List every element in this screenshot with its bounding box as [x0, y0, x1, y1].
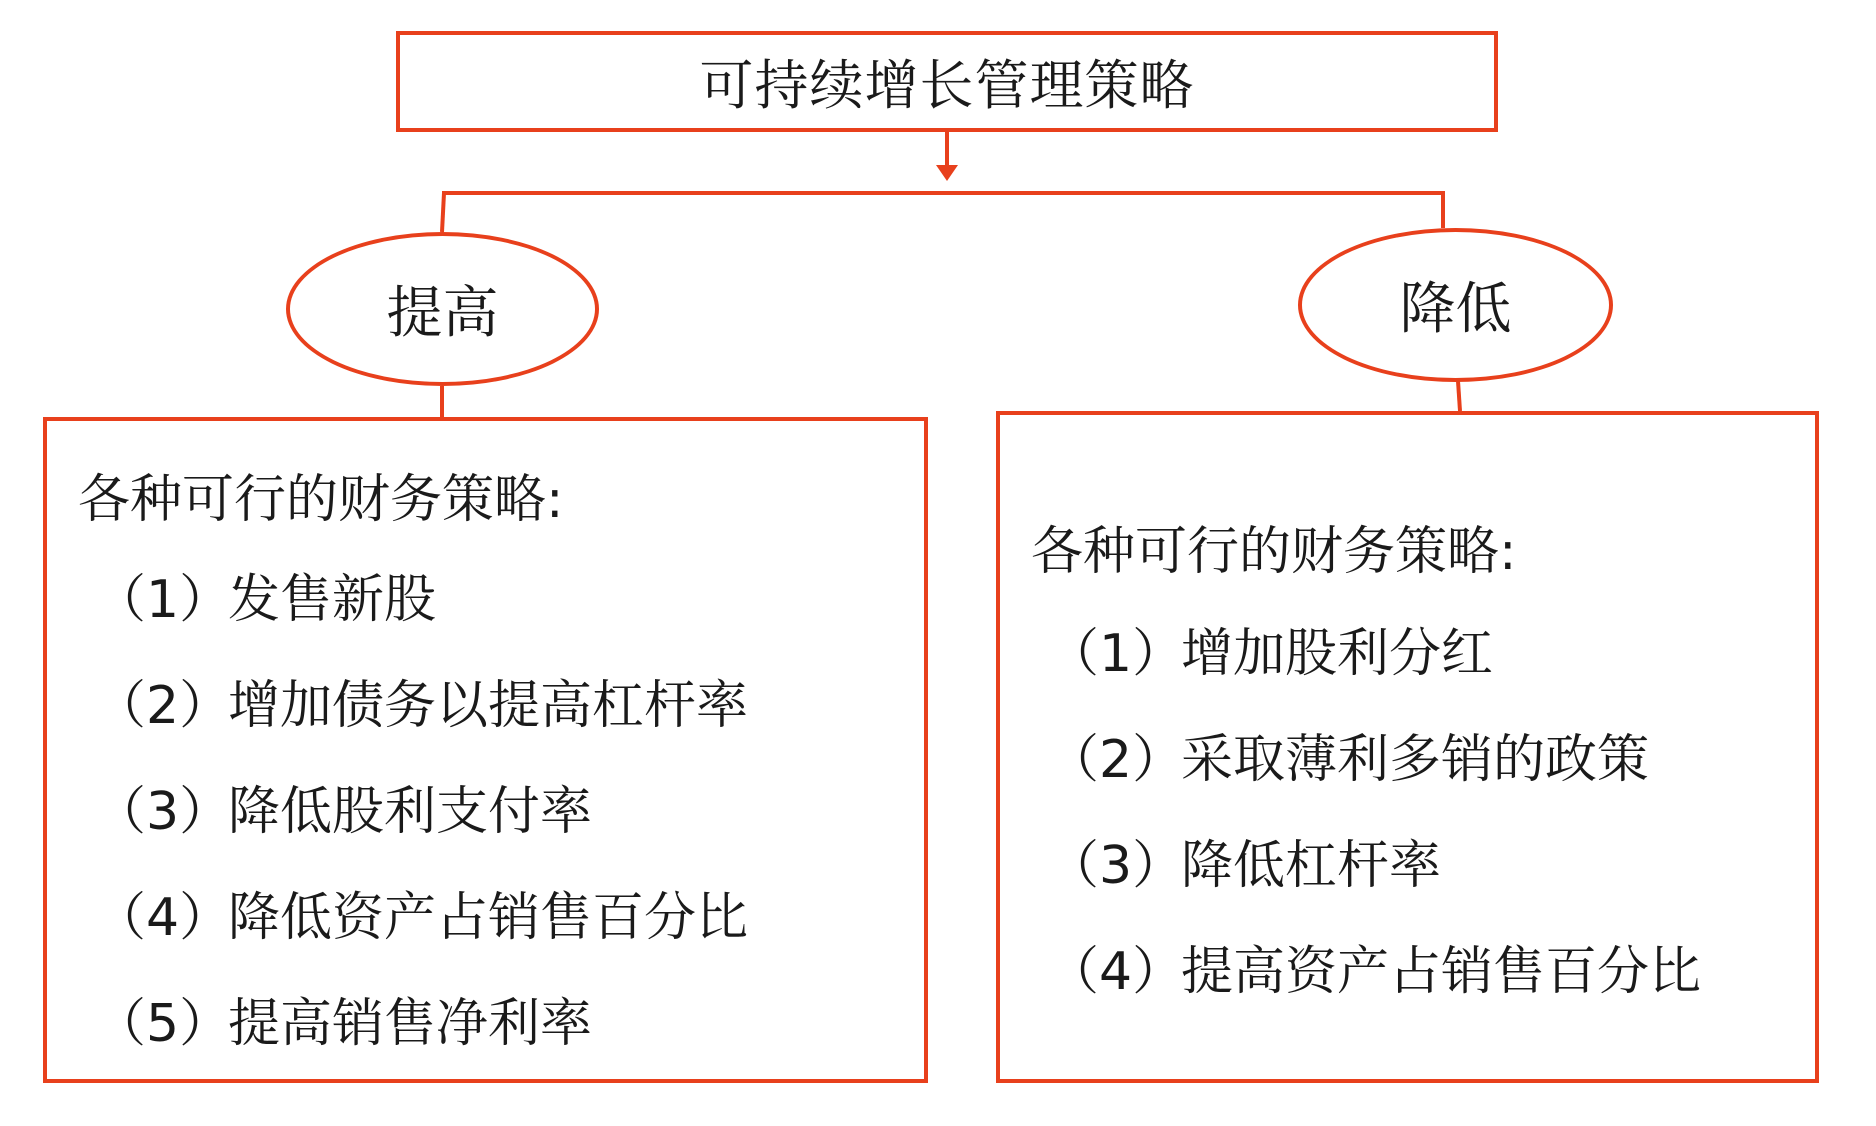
item-text: 增加债务以提高杠杆率	[228, 676, 749, 736]
item-number: （2）	[1047, 730, 1185, 790]
branch-left-drop	[442, 193, 444, 232]
decrease-label: 降低	[1399, 277, 1512, 342]
item-text: 增加股利分红	[1181, 624, 1494, 684]
item-text: 降低资产占销售百分比	[228, 888, 749, 948]
item-text: 提高销售净利率	[228, 994, 593, 1054]
diagram-title-box	[396, 31, 1498, 132]
arrow-head	[936, 165, 958, 181]
strategy-item	[94, 663, 748, 738]
item-number: （4）	[94, 888, 232, 948]
panel-heading: 各种可行的财务策略:	[78, 470, 564, 530]
item-text: 发售新股	[228, 570, 437, 630]
strategy-item	[94, 875, 748, 950]
diagram-title: 可持续增长管理策略	[699, 54, 1195, 117]
item-text: 采取薄利多销的政策	[1181, 730, 1650, 790]
panel-heading: 各种可行的财务策略:	[1031, 522, 1517, 582]
strategy-item	[1047, 611, 1493, 686]
item-number: （5）	[94, 994, 232, 1054]
item-number: （4）	[1047, 942, 1185, 1002]
item-text: 降低股利支付率	[228, 782, 593, 842]
increase-label: 提高	[386, 281, 499, 346]
right-oval-to-panel	[1458, 381, 1460, 411]
item-number: （3）	[94, 782, 232, 842]
strategy-item	[1047, 823, 1441, 898]
strategy-item	[1047, 717, 1649, 792]
increase-strategies-panel	[43, 417, 928, 1083]
item-number: （2）	[94, 676, 232, 736]
decrease-oval	[1298, 228, 1613, 382]
strategy-item	[1047, 929, 1701, 1004]
increase-oval	[286, 232, 599, 386]
item-text: 提高资产占销售百分比	[1181, 942, 1702, 1002]
item-text: 降低杠杆率	[1181, 836, 1442, 896]
item-number: （3）	[1047, 836, 1185, 896]
item-number: （1）	[94, 570, 232, 630]
decrease-strategies-panel	[996, 411, 1819, 1083]
strategy-item	[94, 557, 436, 632]
item-number: （1）	[1047, 624, 1185, 684]
strategy-item	[94, 981, 592, 1056]
strategy-item	[94, 769, 592, 844]
